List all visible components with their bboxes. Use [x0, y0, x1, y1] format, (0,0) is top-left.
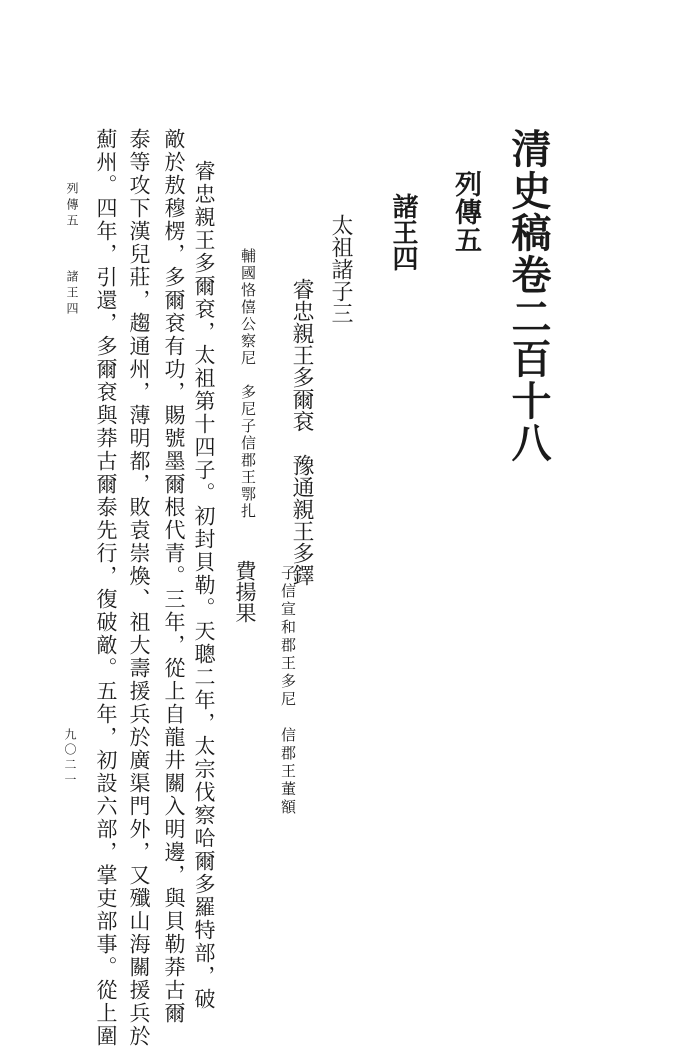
- body-line-4: 薊州。四年，引還，多爾袞與莽古爾泰先行，復破敵。五年，初設六部，掌吏部事。從上圍: [94, 128, 118, 1048]
- section-heading: 列傳五: [450, 170, 481, 254]
- body-line-1: 睿忠親王多爾袞，太祖第十四子。初封貝勒。天聰二年，太宗伐察哈爾多羅特部，破: [192, 160, 216, 1011]
- margin-section-label: 列傳五: [65, 182, 79, 230]
- names-line-2: 輔國恪僖公察尼 多尼子信郡王鄂扎: [239, 248, 257, 520]
- names-line-2b: 費揚果: [233, 560, 257, 623]
- body-line-2: 敵於敖穆楞，多爾袞有功，賜號墨爾根代青。三年，從上自龍井關入明邊，與貝勒莽古爾: [162, 128, 186, 1025]
- body-line-3: 泰等攻下漢兒莊，趨通州，薄明都，敗袁崇煥、祖大壽援兵於廣渠門外，又殲山海關援兵於: [127, 128, 151, 1048]
- volume-title: 清史稿卷二百十八: [505, 128, 552, 464]
- names-sub-1: 子信宣和郡王多尼 信郡王董額: [279, 565, 297, 817]
- names-line-1: 睿忠親王多爾袞 豫通親王多鐸: [289, 278, 314, 586]
- chapter-heading: 諸王四: [388, 193, 418, 271]
- margin-chapter-label: 諸王四: [65, 270, 79, 318]
- page-number: 九〇二一: [63, 728, 77, 788]
- group-heading: 太祖諸子三: [328, 214, 353, 324]
